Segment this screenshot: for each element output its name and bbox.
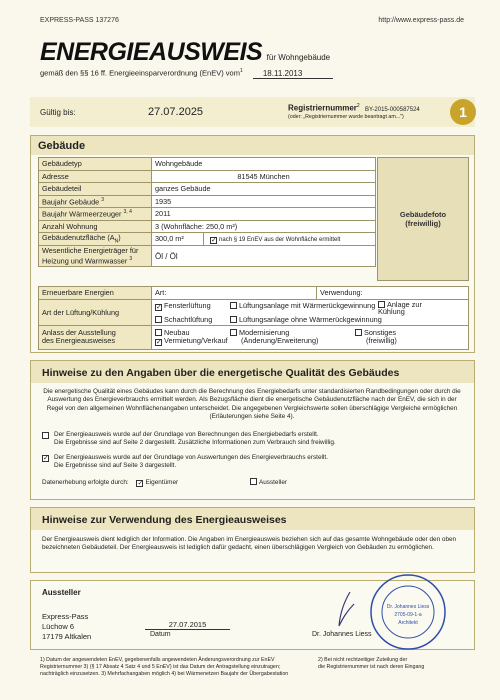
aussteller-signer-name: Dr. Johannes Liess — [312, 631, 372, 638]
law-date: 18.11.2013 — [253, 69, 333, 79]
option-modernisierung — [230, 329, 355, 346]
registration-number: BY-2015-000587524 — [364, 106, 420, 113]
express-pass-id: EXPRESS-PASS 137276 — [40, 17, 119, 24]
nutzflaeche-checkbox[interactable]: ✓ — [211, 237, 217, 244]
row-nutzflaeche — [39, 233, 376, 246]
row-gebaeudeteil — [39, 183, 376, 196]
option-anlage-mit — [230, 301, 378, 315]
nutzflaeche-label-text: Gebäudenutzfläche (A — [42, 233, 115, 243]
row-wohnungen — [39, 220, 376, 233]
footnote-right-2: die Registriernummer ist nach deren Eingang — [318, 664, 425, 670]
signature-image — [330, 590, 360, 630]
anlage-ohne-text: Lüftungsanlage ohne Wärmerückgewinnung — [239, 314, 382, 324]
lueftung-label: Art der Lüftung/Kühlung — [39, 299, 152, 325]
valid-until-label: Gültig bis: — [40, 108, 76, 117]
law-text: gemäß den §§ 16 ff. Energieeinsparverordnung (EnEV) vom — [40, 68, 240, 78]
aussteller-checkbox[interactable] — [250, 478, 257, 485]
energiebedarf-text-1: Der Energieausweis wurde auf der Grundlage von Berechnungen des Energiebedarfs erstellt. — [54, 431, 319, 438]
anlass-col-1 — [155, 329, 230, 346]
law-line — [40, 68, 460, 79]
option-aussteller — [250, 479, 287, 486]
gebaeude-table-lower — [38, 286, 469, 350]
erneuerbar-verwendung: Verwendung: — [317, 287, 469, 300]
aussteller-date: 27.07.2015 — [145, 620, 230, 630]
lueftung-options-row-1 — [155, 301, 465, 315]
energietraeger-value: Öl / Öl — [152, 246, 376, 267]
footnote-2: Registriernummer 3) (§ 17 Absatz 4 Satz 4 und 5 EnEV) ist das Datum der Antragstellung einzutragen; — [40, 664, 281, 670]
website-url[interactable]: http://www.express-pass.de — [378, 17, 464, 24]
row-waermeerzeuger — [39, 208, 376, 221]
wohnungen-label: Anzahl Wohnung — [39, 220, 152, 233]
option-fensterlueftung — [155, 301, 230, 315]
row-gebaeudetyp — [39, 158, 376, 171]
eigentuemer-text: Eigentümer — [145, 479, 179, 486]
nutzflaeche-close: ) — [118, 233, 121, 243]
neubau-checkbox[interactable] — [155, 329, 162, 336]
nutzflaeche-check-text: nach § 19 EnEV aus der Wohnfläche ermittelt — [219, 237, 341, 243]
aussteller-address — [42, 612, 91, 642]
footnotes-right — [318, 657, 468, 671]
anlass-label — [39, 325, 152, 349]
option-sonstiges — [355, 329, 435, 346]
valid-until-date: 27.07.2025 — [148, 106, 204, 118]
gebaeudefoto-label: Gebäudefoto — [399, 210, 447, 219]
modernisierung-checkbox[interactable] — [230, 329, 237, 336]
vermietung-text: Vermietung/Verkauf — [164, 335, 228, 345]
kuehlung-text: Anlage zur Kühlung — [378, 299, 422, 316]
eigentuemer-checkbox[interactable]: ✓ — [137, 480, 144, 487]
stamp-number: 2705-09-1-a — [394, 612, 422, 618]
row-lueftung — [39, 299, 469, 325]
waermeerzeuger-label — [39, 208, 152, 221]
nutzflaeche-value-cell — [152, 233, 376, 246]
gebaeudefoto-note: (freiwillig) — [405, 219, 441, 228]
row-baujahr — [39, 195, 376, 208]
hinweise-qualitaet-heading: Hinweise zu den Angaben über die energetische Qualität des Gebäudes — [42, 367, 400, 379]
document-title-suffix: für Wohngebäude — [266, 53, 331, 62]
anlage-mit-checkbox[interactable] — [230, 302, 237, 309]
waermeerzeuger-value: 2011 — [152, 208, 376, 221]
gebaeude-table — [38, 157, 376, 267]
baujahr-label-text: Baujahr Gebäude — [42, 196, 100, 206]
aussteller-name: Express-Pass — [42, 612, 89, 621]
hinweise-verwendung-heading: Hinweise zur Verwendung des Energieausweises — [42, 514, 287, 526]
lueftung-options — [152, 299, 469, 325]
option-energiebedarf — [42, 431, 462, 448]
energietraeger-footnote: 3 — [129, 255, 133, 262]
schachtlueftung-checkbox[interactable] — [155, 316, 162, 323]
sonstiges-checkbox[interactable] — [355, 329, 362, 336]
gebaeudetyp-value: Wohngebäude — [152, 158, 376, 171]
row-anlass — [39, 325, 469, 349]
footnotes-left — [40, 657, 300, 678]
title-row — [40, 38, 330, 67]
option-vermietung — [155, 337, 230, 346]
aussteller-city: 17179 Altkalen — [42, 632, 92, 641]
gebaeude-heading: Gebäude — [38, 140, 86, 152]
option-eigentuemer — [136, 479, 178, 486]
anlass-label-2: des Energieausweises — [42, 336, 116, 345]
nutzflaeche-label — [39, 233, 152, 246]
anlass-options-row — [155, 329, 465, 346]
option-schachtlueftung — [155, 315, 230, 324]
schachtlueftung-text: Schachtlüftung — [164, 314, 213, 324]
gebaeude-header-band — [31, 136, 474, 155]
energiebedarf-text-2: Die Ergebnisse sind auf Seite 2 dargestellt. Zusätzliche Informationen zum Verbrauch sind freiwillig. — [54, 439, 336, 447]
baujahr-value: 1935 — [152, 195, 376, 208]
lueftung-options-row-2 — [155, 315, 465, 324]
wohnungen-value: 3 (Wohnfläche: 250,0 m²) — [152, 220, 376, 233]
energietraeger-label-2: Heizung und Warmwasser — [42, 256, 128, 266]
registration-note: (oder: „Registriernummer wurde beantragt am...") — [288, 114, 404, 120]
aussteller-heading: Aussteller — [42, 588, 81, 597]
row-adresse — [39, 170, 376, 183]
adresse-label: Adresse — [39, 170, 152, 183]
hinweise-verwendung-text: Der Energieausweis dient lediglich der Information. Die Angaben im Energieausweis beziehen sich auf das gesamte Wohngebäude oder den oben bezeichneten Gebäudeteil. Der Energieausweis ist lediglich dafür gedacht, einen überschlägigen Vergleich von Gebäuden zu ermöglichen. — [42, 536, 457, 552]
document-title: ENERGIEAUSWEIS — [40, 38, 263, 66]
nutzflaeche-sub: N — [114, 238, 119, 245]
anlage-mit-text: Lüftungsanlage mit Wärmerückgewinnung — [239, 300, 376, 310]
sonstiges-note: (freiwillig) — [366, 335, 397, 345]
nutzflaeche-value: 300,0 m² — [152, 233, 204, 245]
option-energieverbrauch — [42, 454, 462, 471]
erneuerbar-art: Art: — [152, 287, 317, 300]
row-energietraeger — [39, 246, 376, 267]
option-anlage-ohne — [230, 315, 390, 324]
nutzflaeche-check — [210, 237, 340, 243]
fensterlueftung-text: Fensterlüftung — [164, 300, 211, 310]
vermietung-checkbox[interactable]: ✓ — [156, 338, 162, 346]
registration-label-text: Registriernummer — [288, 103, 357, 113]
aussteller-text: Aussteller — [258, 479, 288, 486]
energieverbrauch-text-2: Die Ergebnisse sind auf Seite 3 dargestellt. — [54, 462, 177, 470]
hinweise-qualitaet-text: Die energetische Qualität eines Gebäudes kann durch die Berechnung des Energiebedarfs unter standardisierten Randbedingungen oder durch die Auswertung des Energieverbrauchs ermittelt werden. Als Bezugsfläche dient die energetische Gebäudenutzfläche nach der EnEV, die sich in der Regel von den allgemeinen Wohnflächenangaben unterscheidet. Die angegebenen Vergleichswerte sollen überschlägige Vergleiche ermöglichen (Erläuterungen siehe Seite 4). — [43, 388, 461, 421]
energiebedarf-checkbox[interactable] — [42, 432, 49, 439]
waermeerzeuger-label-text: Baujahr Wärmeerzeuger — [42, 209, 122, 219]
energietraeger-label — [39, 246, 152, 267]
footnote-3: nachträglich einzusetzen. 3) Mehrfachangaben möglich 4) bei Wärmenetzen Baujahr der Übergabestation — [40, 671, 289, 677]
fensterlueftung-checkbox[interactable]: ✓ — [156, 303, 162, 311]
baujahr-label — [39, 195, 152, 208]
stamp-inner-name: Dr. Johannes Liess — [386, 604, 430, 610]
adresse-value: 81545 München — [152, 170, 376, 183]
energietraeger-label-1: Wesentliche Energieträger für — [42, 245, 139, 255]
gebaeudeteil-label: Gebäudeteil — [39, 183, 152, 196]
neubau-text: Neubau — [164, 327, 190, 337]
registration-footnote: 2 — [356, 103, 360, 109]
baujahr-footnote: 3 — [101, 196, 105, 203]
sonstiges-text: Sonstiges — [364, 327, 397, 337]
aussteller-street: Lüchow 6 — [42, 622, 75, 631]
gebaeudetyp-label: Gebäudetyp — [39, 158, 152, 171]
datenerhebung-label: Datenerhebung erfolgte durch: — [42, 479, 129, 486]
erneuerbar-label: Erneuerbare Energien — [39, 287, 152, 300]
aussteller-date-label: Datum — [150, 631, 171, 638]
stamp-role: Architekt — [398, 620, 418, 626]
modernisierung-text: Modernisierung — [239, 327, 290, 337]
option-kuehlung — [378, 301, 448, 315]
energieverbrauch-checkbox[interactable]: ✓ — [43, 455, 49, 462]
modernisierung-note: (Änderung/Erweiterung) — [241, 335, 319, 345]
anlass-options — [152, 325, 469, 349]
law-footnote: 1 — [239, 68, 243, 74]
datenerhebung-row — [42, 478, 462, 487]
footnote-1: 1) Datum der angewendeten EnEV, gegebenenfalls angewendeten Änderungsverordnung zur EnEV — [40, 657, 275, 663]
footnote-right-1: 2) Bei nicht rechtzeitiger Zuteilung der — [318, 657, 408, 663]
anlage-ohne-checkbox[interactable] — [230, 316, 237, 323]
energieverbrauch-text-1: Der Energieausweis wurde auf der Grundlage von Auswertungen des Energieverbrauchs erstellt. — [54, 454, 328, 461]
waermeerzeuger-footnote: 3, 4 — [123, 209, 132, 216]
row-erneuerbar — [39, 287, 469, 300]
page-number-badge: 1 — [450, 99, 476, 125]
anlass-label-1: Anlass der Ausstellung — [42, 328, 116, 337]
architektenkammer-stamp — [368, 572, 448, 652]
registration-label — [288, 103, 420, 113]
gebaeudefoto-placeholder — [377, 157, 469, 281]
gebaeudeteil-value: ganzes Gebäude — [152, 183, 376, 196]
